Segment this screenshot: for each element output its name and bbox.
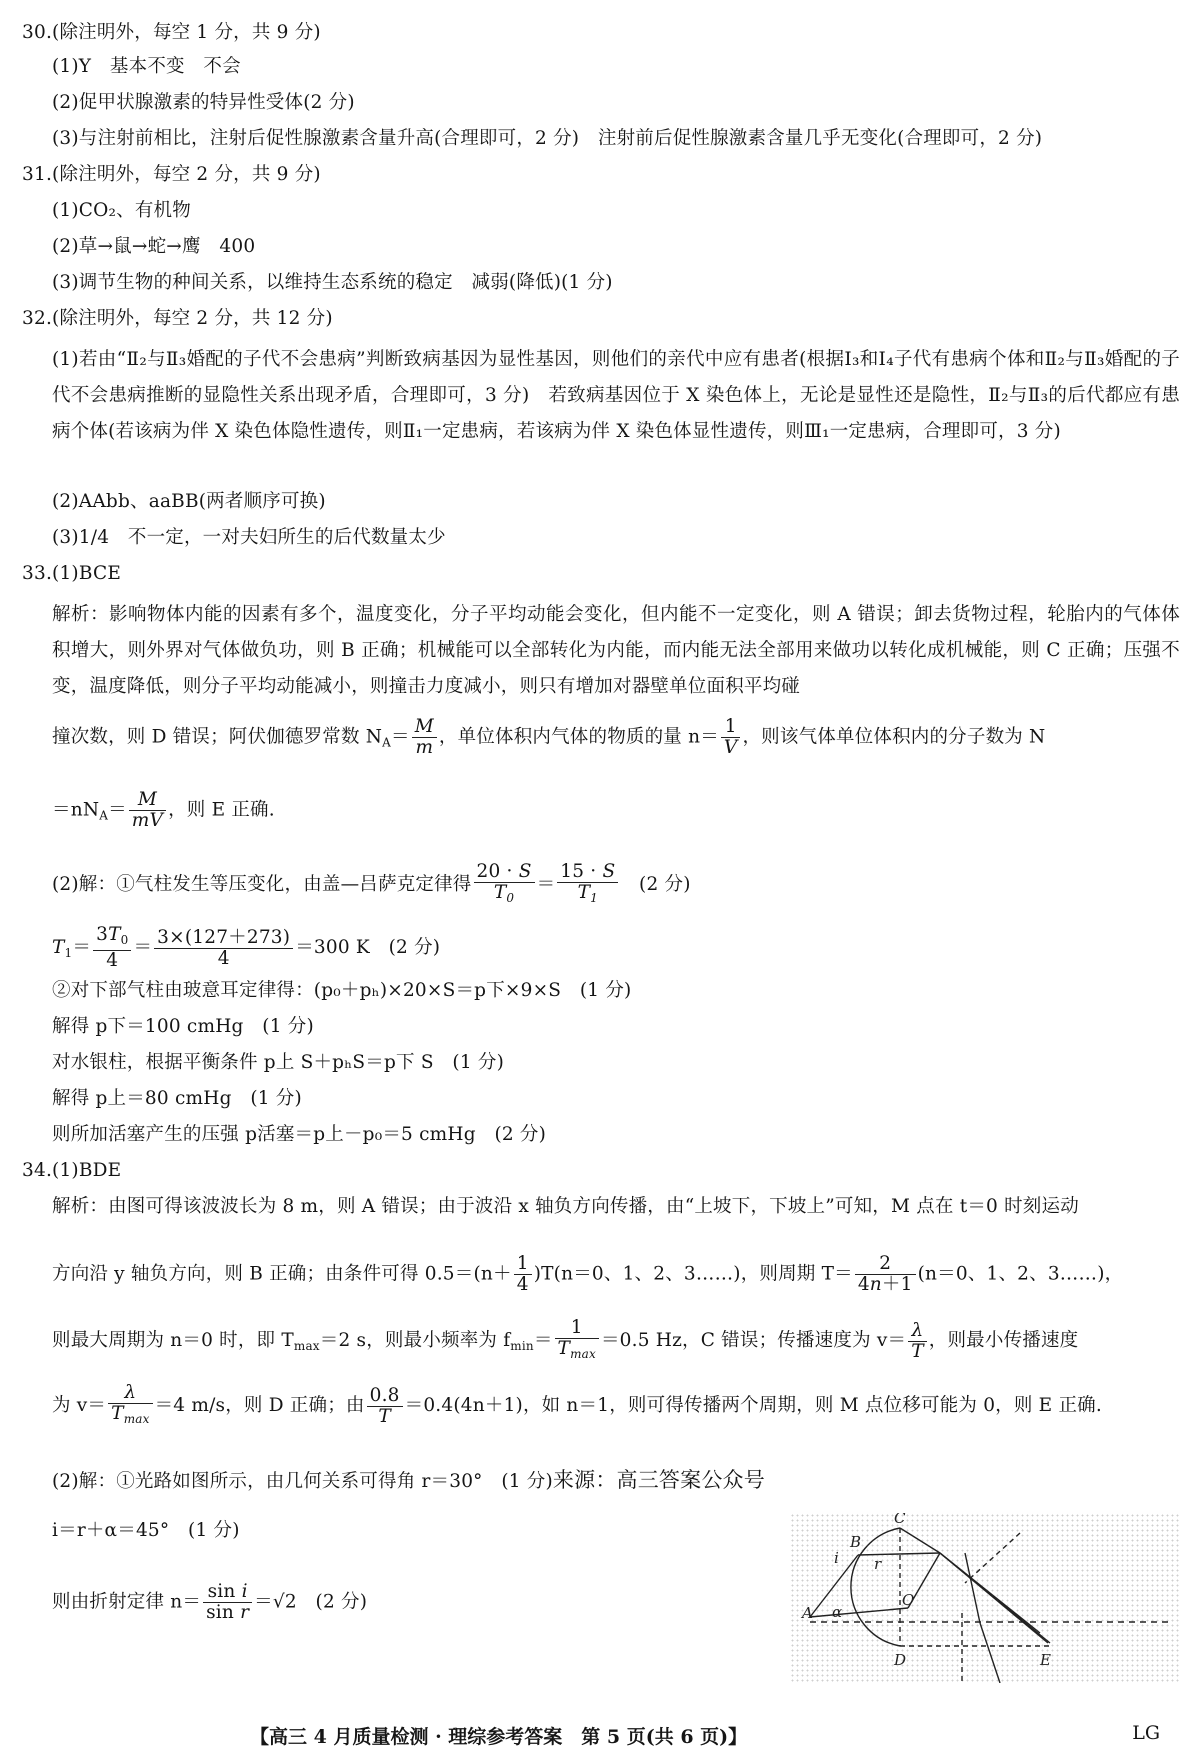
refracted-ray [858, 1553, 940, 1555]
q32-answer-2: (2)AAbb、aaBB(两者顺序可换) [52, 491, 326, 512]
q33-explanation-3: $=nN_A=$ $\frac{M}{mV}$ ，则 E 正确. [52, 789, 275, 831]
q34-explanation-2: 方向沿 y 轴负方向，则 B 正确；由条件可得 0.5＝(n＋ $\frac{1}{4}$ )T(n＝0、1、2、3……)，则周期 T＝ $\frac{2}{4n+1}$ (n＝0、1、2、3……)， [52, 1253, 1124, 1295]
q33-part2-line1: (2)解：①气柱发生等压变化，由盖—吕萨克定律得 $\frac{20 \cdot S}{T_0}$ ＝ $\frac{15 \cdot S}{T_1}$ (2 分) [52, 862, 691, 908]
q34-heading: 34.(1)BDE [22, 1160, 122, 1181]
fraction-1-over-4: $\frac{1}{4}$ [514, 1254, 532, 1295]
fraction-lambda-over-T: $\frac{\lambda}{T}$ [908, 1321, 927, 1362]
ray-down [965, 1553, 980, 1623]
q33-step-5: 解得 p上＝80 cmHg (1 分) [52, 1088, 302, 1109]
fraction-2-over-4n1: $\frac{2}{4n+1}$ [855, 1254, 916, 1295]
q30-answer-3: (3)与注射前相比，注射后促性腺激素含量升高(合理即可，2 分) 注射前后促性腺激素含量几乎无变化(合理即可，2 分) [52, 128, 1043, 149]
q33-step-2: ②对下部气柱由玻意耳定律得：(p₀＋pₕ)×20×S＝p下×9×S (1 分) [52, 980, 632, 1001]
q33-step-6: 则所加活塞产生的压强 p活塞＝p上－p₀＝5 cmHg (2 分) [52, 1124, 547, 1145]
label-A: A [802, 1604, 813, 1622]
q33-explanation-1: 解析：影响物体内能的因素有多个，温度变化，分子平均动能会变化，但内能不一定变化，则 A 错误；卸去货物过程，轮胎内的气体体积增大，则外界对气体做负功，则 B 正确；机械能可以全部转化为内能，而内能无法全部用来做功以转化成机械能，则 C 正确；压强不变，温度降低，则分子平均动能减小，则撞击力度减小，则只有增加对器壁单位面积平均碰 [52, 604, 1180, 697]
label-alpha: α [832, 1603, 843, 1621]
q34-part2-line3: 则由折射定律 n＝ $\frac{\text{sin i}}{\text{sin r}}$ ＝√2 (2 分) [52, 1581, 368, 1623]
optics-diagram [790, 1513, 1180, 1683]
q31-heading: 31.(除注明外，每空 2 分，共 9 分) [22, 164, 321, 185]
fraction-15S-over-T1: $\frac{15 \cdot S}{T_1}$ [557, 862, 618, 908]
q31-answer-1: (1)CO₂、有机物 [52, 200, 191, 221]
ray-to-E [940, 1553, 1050, 1643]
footer-title: 【高三 4 月质量检测 · 理综参考答案 第 5 页(共 6 页)】 [250, 1726, 748, 1748]
source-watermark: 来源：高三答案公众号 [552, 1468, 765, 1492]
fraction-M-over-m: $\frac{M}{m}$ [412, 717, 437, 758]
q34-explanation-1: 解析：由图可得该波波长为 8 m，则 A 错误；由于波沿 x 轴负方向传播，由“上坡下，下坡上”可知，M 点在 t＝0 时刻运动 [52, 1196, 1079, 1217]
label-i: i [834, 1549, 839, 1567]
optics-diagram-svg [790, 1513, 1180, 1683]
q34-part2-line2: i＝r＋α＝45° (1 分) [52, 1520, 240, 1541]
label-D: D [894, 1651, 907, 1669]
fraction-0.8-over-T: $\frac{0.8}{T}$ [367, 1386, 403, 1427]
q34-explanation-4: 为 v＝ $\frac{\lambda}{T_{max}}$ ＝4 m/s，则 D 正确；由 $\frac{0.8}{T}$ ＝0.4(4n＋1)，如 n＝1，则可得传播两个周期，则 M 点位移可能为 0，则 E 正确. [52, 1383, 1102, 1429]
q31-answer-3: (3)调节生物的种间关系，以维持生态系统的稳定 减弱(降低)(1 分) [52, 272, 613, 293]
q30-answer-2: (2)促甲状腺激素的特异性受体(2 分) [52, 92, 355, 113]
q31-answer-2: (2)草→鼠→蛇→鹰 400 [52, 236, 256, 257]
q32-heading: 32.(除注明外，每空 2 分，共 12 分) [22, 308, 333, 329]
fraction-M-over-mV: $\frac{M}{mV}$ [129, 790, 166, 831]
fraction-3x400-over-4: $\frac{3\times(127+273)}{4}$ [154, 928, 293, 969]
q33-part2-t1: $T_1=$ $\frac{3T_0}{4}$ ＝ $\frac{3\times(127+273)}{4}$ ＝300 K (2 分) [52, 924, 441, 971]
label-E: E [1040, 1651, 1051, 1669]
label-r: r [874, 1555, 882, 1573]
q33-explanation-2: 撞次数，则 D 错误；阿伏伽德罗常数 $N_A=$ $\frac{M}{m}$ ，单位体积内气体的物质的量 n＝ $\frac{1}{V}$ ，则该气体单位体积内的分子数为 N [52, 716, 1046, 758]
fraction-1-over-Tmax: $\frac{1}{T_{max}}$ [555, 1318, 599, 1364]
q33-heading: 33.(1)BCE [22, 563, 122, 584]
footer-code: LG [1132, 1722, 1160, 1744]
q32-answer-1: (1)若由“Ⅱ₂与Ⅱ₃婚配的子代不会患病”判断致病基因为显性基因，则他们的亲代中应有患者(根据Ⅰ₃和Ⅰ₄子代有患病个体和Ⅱ₂与Ⅱ₃婚配的子代不会患病推断的显隐性关系出现矛盾，合理即可，3 分) 若致病基因位于 X 染色体上，无论是显性还是隐性，Ⅱ₂与Ⅱ₃的后代都应有患病个体(若该病为伴 X 染色体隐性遗传，则Ⅱ₁一定患病，若该病为伴 X 染色体显性遗传，则Ⅲ₁一定患病，合理即可，3 分) [52, 349, 1180, 442]
fraction-sin-i-over-sin-r: $\frac{\text{sin i}}{\text{sin r}}$ [203, 1582, 252, 1623]
q34-part2-line1: (2)解：①光路如图所示，由几何关系可得角 r＝30° (1 分)来源：高三答案公众号 [52, 1468, 765, 1492]
fraction-lambda-over-Tmax: $\frac{\lambda}{T_{max}}$ [108, 1383, 152, 1429]
q30-answer-1: (1)Y 基本不变 不会 [52, 56, 241, 77]
q33-step-3: 解得 p下＝100 cmHg (1 分) [52, 1016, 314, 1037]
q30-heading: 30.(除注明外，每空 1 分，共 9 分) [22, 22, 321, 43]
fraction-20S-over-T0: $\frac{20 \cdot S}{T_0}$ [474, 862, 535, 908]
label-B: B [850, 1533, 862, 1551]
fraction-3T0-over-4: $\frac{3T_0}{4}$ [93, 925, 131, 971]
q33-step-4: 对水银柱，根据平衡条件 p上 S＋pₕS＝p下 S (1 分) [52, 1052, 504, 1073]
normal-line [965, 1533, 1020, 1583]
label-C: C [894, 1513, 906, 1527]
edge-top [900, 1528, 940, 1553]
label-O: O [902, 1591, 915, 1609]
fraction-1-over-V: $\frac{1}{V}$ [721, 717, 741, 758]
ray-down-2 [980, 1623, 1000, 1683]
q32-answer-3: (3)1/4 不一定，一对夫妇所生的后代数量太少 [52, 527, 446, 548]
q34-explanation-3: 则最大周期为 n＝0 时，即 $T_{max}=2$ s，则最小频率为 $f_{min}=$ $\frac{1}{T_{max}}$ ＝0.5 Hz，C 错误；传播速度为 v＝ $\frac{\lambda}{T}$ ，则最小传播速度 [52, 1318, 1078, 1364]
center-ray [810, 1608, 908, 1617]
